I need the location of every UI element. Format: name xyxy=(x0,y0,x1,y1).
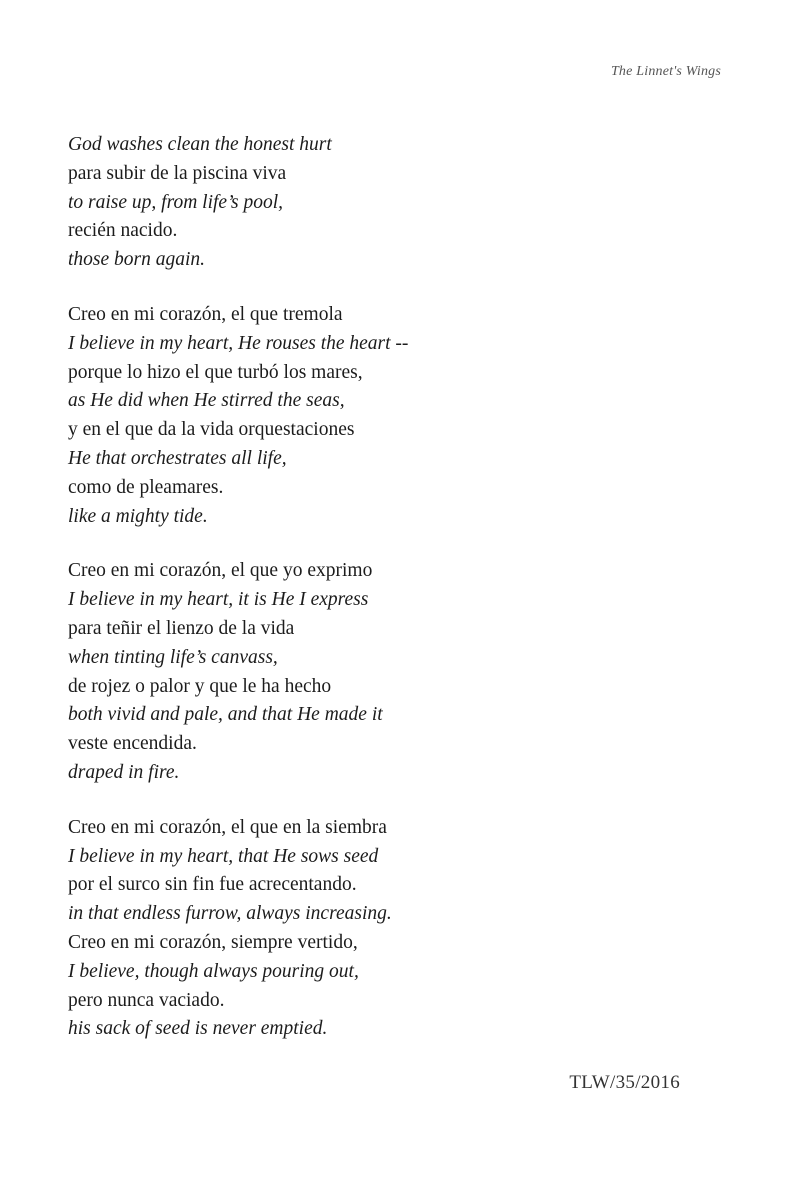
poem-line: veste encendida. xyxy=(68,733,197,755)
poem-line: God washes clean the honest hurt xyxy=(68,134,332,155)
poem-line: como de pleamares. xyxy=(68,476,224,498)
stanza-1 xyxy=(68,131,748,275)
poem-line: like a mighty tide. xyxy=(68,505,208,527)
poem-line: para subir de la piscina viva xyxy=(68,162,287,184)
poem-line: Creo en mi corazón, el que yo exprimo xyxy=(68,560,373,582)
poem-line: de rojez o palor y que le ha hecho xyxy=(68,675,332,697)
poem-line: those born again. xyxy=(68,249,206,271)
poem-line: para teñir el lienzo de la vida xyxy=(68,617,295,639)
poem-line: Creo en mi corazón, el que en la siembra xyxy=(68,816,387,838)
poem-line: Creo en mi corazón, el que tremola xyxy=(68,303,343,325)
running-header: The Linnet's Wings xyxy=(610,64,721,79)
poem-line: his sack of seed is never emptied. xyxy=(68,1018,328,1040)
poem-line: He that orchestrates all life, xyxy=(68,447,287,469)
page-code: TLW/35/2016 xyxy=(569,1072,680,1093)
stanza-2 xyxy=(68,301,748,531)
poem-line: when tinting life’s canvass, xyxy=(68,646,278,668)
stanza-3 xyxy=(68,557,748,787)
poem-line: Creo en mi corazón, siempre vertido, xyxy=(68,931,358,953)
poem-line: recién nacido. xyxy=(68,220,178,242)
poem-line: pero nunca vaciado. xyxy=(68,989,225,1011)
poem-line: in that endless furrow, always increasing. xyxy=(68,903,392,925)
poem-line: draped in fire. xyxy=(68,761,180,783)
poem-line: both vivid and pale, and that He made it xyxy=(68,704,383,726)
stanza-4 xyxy=(68,814,748,1044)
poem-line: I believe in my heart, it is He I express xyxy=(68,589,369,611)
poem xyxy=(68,131,748,1070)
poem-line: y en el que da la vida orquestaciones xyxy=(68,419,355,441)
poem-line: porque lo hizo el que turbó los mares, xyxy=(68,361,363,383)
poem-line: to raise up, from life’s pool, xyxy=(68,191,284,213)
poem-line: as He did when He stirred the seas, xyxy=(68,390,345,412)
poem-line: I believe, though always pouring out, xyxy=(68,960,359,982)
poem-line: I believe in my heart, that He sows seed xyxy=(68,845,379,867)
poem-line: por el surco sin fin fue acrecentando. xyxy=(68,874,357,896)
poem-line: I believe in my heart, He rouses the heart -- xyxy=(68,332,409,354)
